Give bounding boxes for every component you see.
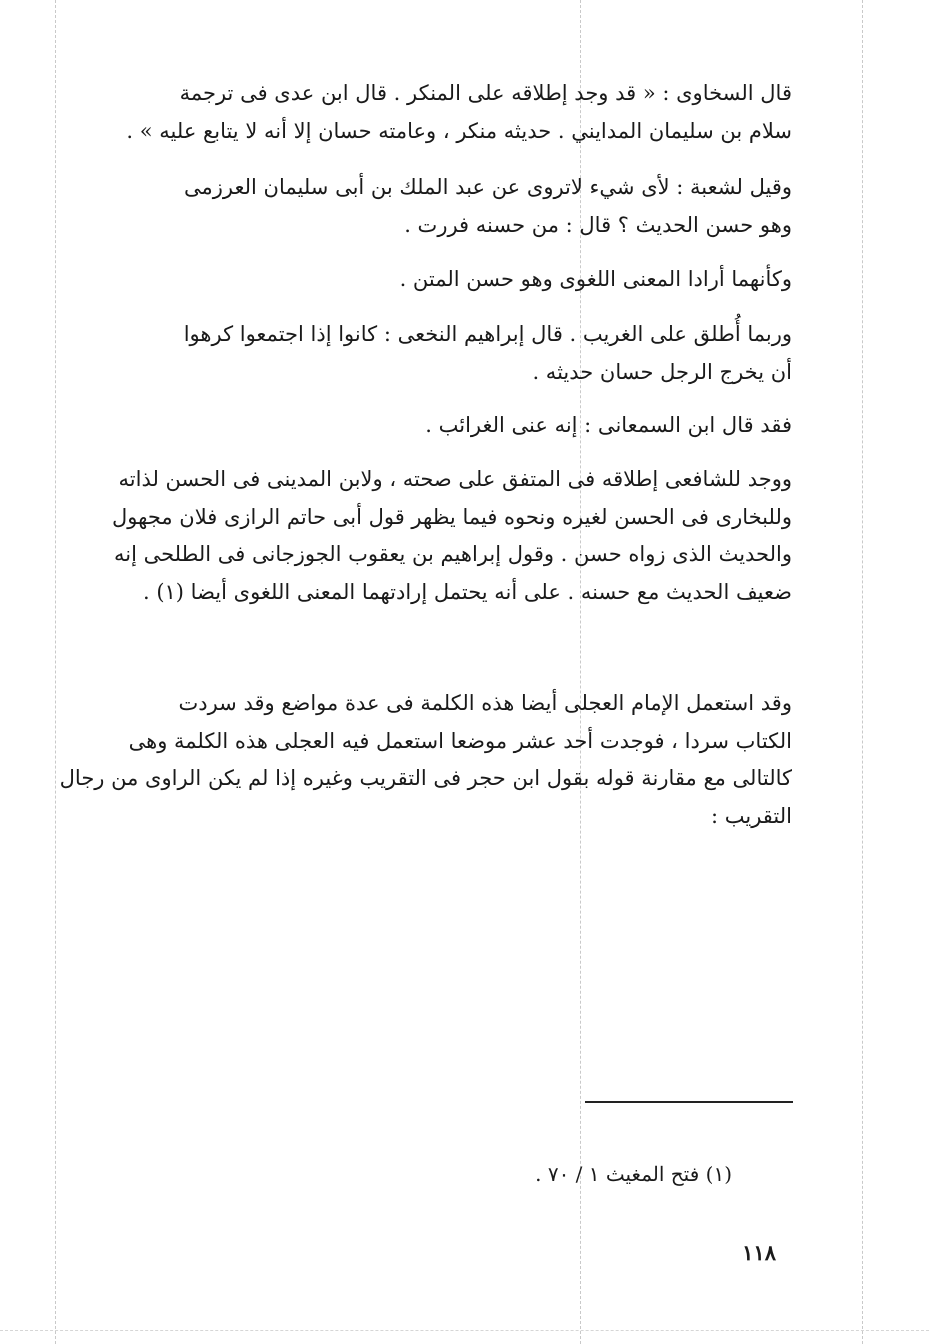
text-line: وكأنهما أرادا المعنى اللغوى وهو حسن المتن . — [399, 267, 792, 291]
text-line: وللبخارى فى الحسن لغيره ونحوه فيما يظهر قول أبى حاتم الرازى فلان مجهول — [112, 504, 792, 529]
text-line: ضعيف الحديث مع حسنه . على أنه يحتمل إرادتهما المعنى اللغوى أيضا (١) . — [142, 579, 792, 604]
paragraph-2 — [100, 169, 792, 244]
scan-guide-line — [55, 0, 56, 1344]
text-line: سلام بن سليمان المدايني . حديثه منكر ، وعامته حسان إلا أنه لا يتابع عليه » . — [126, 118, 792, 143]
paragraph-3 — [100, 261, 792, 299]
text-line: قال السخاوى : « قد وجد إطلاقه على المنكر . قال ابن عدى فى ترجمة — [179, 81, 792, 105]
text-line: وقيل لشعبة : لأى شيء لاتروى عن عبد الملك بن أبى سليمان العرزمى — [184, 175, 792, 199]
text-line: فقد قال ابن السمعانى : إنه عنى الغرائب . — [425, 413, 792, 437]
text-line: وربما أُطلق على الغريب . قال إبراهيم النخعى : كانوا إذا اجتمعوا كرهوا — [183, 322, 792, 346]
text-line: كالتالى مع مقارنة قوله بقول ابن حجر فى التقريب وغيره إذا لم يكن الراوى من رجال — [59, 766, 792, 790]
page-number: ١١٨ — [742, 1240, 776, 1265]
text-line: وهو حسن الحديث ؟ قال : من حسنه فررت . — [404, 212, 792, 237]
paragraph-4 — [100, 316, 792, 391]
scan-guide-line — [862, 0, 863, 1344]
footnote-separator — [585, 1101, 793, 1103]
paragraph-5 — [100, 407, 792, 445]
text-line: أن يخرج الرجل حسان حديثه . — [532, 359, 792, 384]
text-line: والحديث الذى زواه حسن . وقول إبراهيم بن يعقوب الجوزجانى فى الطلحى إنه — [114, 542, 792, 566]
text-line: التقريب : — [711, 803, 792, 828]
scan-guide-line — [0, 1330, 929, 1331]
paragraph-1 — [100, 75, 792, 150]
text-line: ووجد للشافعى إطلاقه فى المتفق على صحته ، ولابن المدينى فى الحسن لذاته — [118, 467, 792, 491]
text-line: وقد استعمل الإمام العجلى أيضا هذه الكلمة فى عدة مواضع وقد سردت — [178, 691, 792, 715]
paragraph-6 — [100, 461, 792, 611]
footnote: (١) فتح المغيث ١ / ٧٠ . — [535, 1162, 732, 1186]
paragraph-7 — [59, 685, 792, 835]
text-line: الكتاب سردا ، فوجدت أحد عشر موضعا استعمل فيه العجلى هذه الكلمة وهى — [128, 728, 792, 753]
